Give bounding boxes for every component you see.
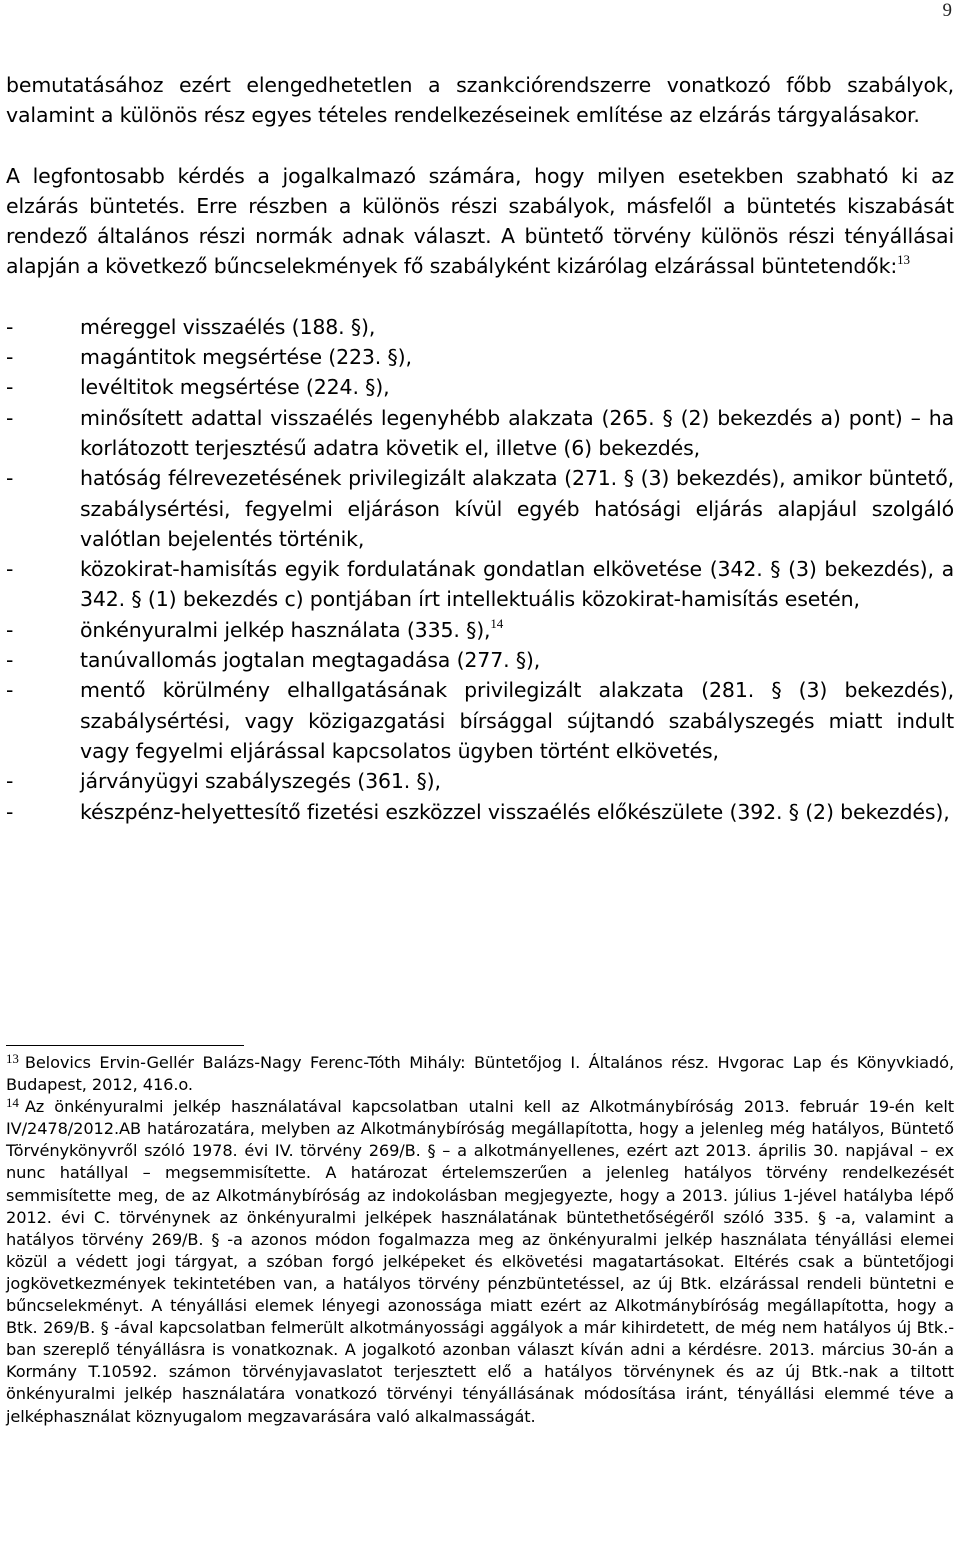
footnote-ref-14: 14 — [490, 615, 504, 631]
list-item: - hatóság félrevezetésének privilegizált alakzata (271. § (3) bekezdés), amikor büntető, szabálysértési, fegyelmi eljáráson kívül egyéb hatósági eljárás alapjául szolgáló valótlan bejelentés történik, — [6, 463, 954, 554]
footnote-ref-13: 13 — [897, 252, 910, 268]
list-item: - mentő körülmény elhallgatásának privilegizált alakzata (281. § (3) bekezdés), szabálysértési, vagy közigazgatási bírsággal sújtandó szabályszegés miatt indult vagy fegyelmi eljárással kapcsolatos ügyben történt elkövetés, — [6, 675, 954, 766]
list-item: - minősített adattal visszaélés legenyhébb alakzata (265. § (2) bekezdés a) pont) – ha korlátozott terjesztésű adatra követik el, illetve (6) bekezdés, — [6, 403, 954, 464]
list-item: - önkényuralmi jelkép használata (335. §),$^{14}$ — [6, 615, 954, 645]
paragraph-2 — [6, 161, 954, 282]
list-item: - járványügyi szabályszegés (361. §), — [6, 766, 954, 796]
footnote-number: 13 — [6, 1051, 19, 1066]
footnote-text: Belovics Ervin-Gellér Balázs-Nagy Ferenc-Tóth Mihály: Büntetőjog I. Általános rész. Hvgorac Lap és Könyvkiadó, Budapest, 2012, 416.o. — [6, 1053, 954, 1095]
paragraph-1: bemutatásához ezért elengedhetetlen a szankciórendszerre vonatkozó főbb szabályok, valamint a különös rész egyes tételes rendelkezéseinek említése az elzárás tárgyalásakor. — [6, 73, 954, 128]
footnote-14 — [6, 1096, 954, 1427]
paragraph-2-text: A legfontosabb kérdés a jogalkalmazó számára, hogy milyen esetekben szabható ki az elzárás büntetés. Erre részben a különös részi szabályok, másfelől a büntetés kiszabását rendező általános részi normák adnak választ. A büntető törvény különös részi tényállásai alapján a következő bűncselekmények fő szabályként kizárólag elzárással büntetendők: — [6, 163, 954, 279]
footnote-separator — [6, 1045, 244, 1046]
list-item: - közokirat-hamisítás egyik fordulatának gondatlan elkövetése (342. § (3) bekezdés), a 342. § (1) bekezdés c) pontjában írt intellektuális közokirat-hamisítás esetén, — [6, 554, 954, 615]
offense-list — [6, 312, 954, 827]
list-item: - méreggel visszaélés (188. §), — [6, 312, 954, 342]
body-text — [6, 70, 954, 827]
footnote-number: 14 — [6, 1095, 19, 1111]
page-number: 9 — [942, 0, 952, 21]
footnote-13 — [6, 1052, 954, 1096]
list-item: - tanúvallomás jogtalan megtagadása (277. §), — [6, 645, 954, 675]
list-item: - levéltitok megsértése (224. §), — [6, 372, 954, 402]
list-item: - készpénz-helyettesítő fizetési eszközzel visszaélés előkészülete (392. § (2) bekezdés), — [6, 797, 954, 827]
footnotes — [6, 1052, 954, 1428]
list-item: - magántitok megsértése (223. §), — [6, 342, 954, 372]
footnote-text: Az önkényuralmi jelkép használatával kapcsolatban utalni kell az Alkotmánybíróság 2013. február 19-én kelt IV/2478/2012.AB határozatára, melyben az Alkotmánybíróság megállapította, hogy a jelenleg még hatályos, Büntető Törvénykönyvről szóló 1978. évi IV. törvény 269/B. § – a alkotmányellenes, ezért azt 2013. április 30. napjával – ex nunc hatállyal – megsemmisítette. A határozat értelemszerűen a jelenleg hatályos törvény rendelkezését semmisítette meg, de az Alkotmánybíróság az indokolásban megjegyezte, hogy a 2013. július 1-jével hatályba lépő 2012. évi C. törvénynek az önkényuralmi jelképek használatának büntethetőségéről szóló 335. § -a, valamint a hatályos törvény 269/B. § -a azonos módon fogalmazza meg az önkényuralmi jelkép használata tényállási elemei közül a védett jogi tárgyat, a szóban forgó jelképeket és elkövetési magatartásokat. Eltérés csak a büntetőjogi jogkövetkezmények tekintetében van, a hatályos törvény pénzbüntetéssel, az új Btk. elzárással rendeli büntetni e bűncselekményt. A tényállási elemek lényegi azonossága miatt ezért az Alkotmánybíróság megállapította, hogy a Btk. 269/B. § -ával kapcsolatban felmerült alkotmányossági aggályok a már kihirdetett, de még nem hatályos új Btk.-ban szereplő tényállásra is vonatkoznak. A jogalkotó azonban választ kíván adni a kérdésre. 2013. március 30-án a Kormány T.10592. számon törvényjavaslatot terjesztett elő a hatályos törvénynek és az új Btk.-nak a tiltott önkényuralmi jelkép használatára vonatkozó törvényi tényállásának módosítása iránt, tényállási elemmé téve a jelképhasználat köznyugalom megzavarására való alkalmasságát. — [6, 1097, 954, 1426]
